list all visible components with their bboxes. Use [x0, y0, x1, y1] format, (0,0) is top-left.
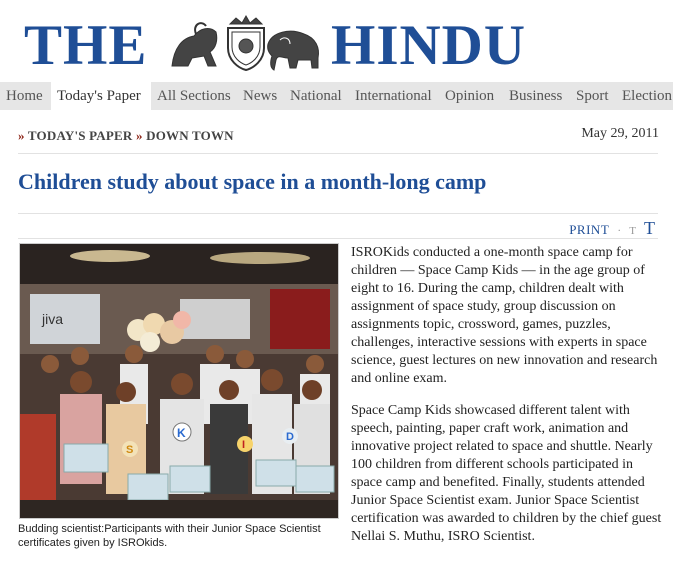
- article-paragraph: Space Camp Kids showcased different talent with speech, painting, paper craft work, animation and innovative project related to space and shuttle. Nearly 100 children from different schools participated in space camp and benefited. Finally, students attended Junior Space Scientist exam. Junior Space Scientist certification was awarded to children by the chief guest Nellai S. Muthu, ISRO Scientist.: [351, 403, 662, 544]
- nav-item-business[interactable]: Business: [509, 88, 563, 104]
- nav-item-opinion[interactable]: Opinion: [445, 88, 495, 104]
- breadcrumb-separator: »: [18, 128, 25, 143]
- nav-item-international[interactable]: International: [355, 88, 432, 104]
- increase-font-button[interactable]: T: [644, 218, 655, 238]
- nav-item-sport[interactable]: Sport: [576, 88, 609, 104]
- tools-separator: ·: [617, 223, 622, 237]
- breadcrumb: [18, 128, 234, 144]
- print-link[interactable]: PRINT: [569, 222, 610, 237]
- article-photo[interactable]: [19, 243, 339, 519]
- main-nav: [0, 82, 673, 110]
- photo-illustration: [20, 244, 338, 518]
- breadcrumb-separator: »: [135, 128, 143, 143]
- photo-letter-i: I: [242, 439, 246, 451]
- masthead: [0, 0, 673, 82]
- photo-letter-k: K: [177, 426, 186, 440]
- photo-letter-d: D: [286, 431, 294, 443]
- decrease-font-button[interactable]: T: [629, 225, 636, 237]
- photo-caption: Budding scientist:Participants with their Junior Space Scientist certificates given by ISROkids.: [18, 523, 321, 549]
- photo-banner-text: jiva: [42, 311, 64, 327]
- article-body: [351, 244, 662, 560]
- breadcrumb-down-town[interactable]: DOWN TOWN: [146, 128, 234, 143]
- divider: [18, 153, 658, 154]
- nav-item-news[interactable]: News: [243, 88, 278, 104]
- nav-item-all-sections[interactable]: All Sections: [157, 88, 231, 104]
- article-paragraph: ISROKids conducted a one-month space camp for children — Space Camp Kids — in the age group of eight to 16. During the camp, children dealt with assignment of space study, group discussion on assignments topic, crossword, games, puzzles, challenges, interactive sessions with experts in space science, guest lectures on new innovation and research and online exam.: [351, 245, 658, 386]
- masthead-word-the[interactable]: THE: [24, 14, 148, 77]
- photo-letter-s: S: [126, 444, 134, 456]
- nav-item-national[interactable]: National: [290, 88, 342, 104]
- nav-item-todays-paper[interactable]: Today's Paper: [51, 82, 151, 110]
- nav-item-home[interactable]: Home: [6, 88, 43, 104]
- masthead-word-hindu[interactable]: HINDU: [331, 14, 527, 77]
- publication-date: May 29, 2011: [581, 126, 659, 141]
- article-headline: Children study about space in a month-long camp: [18, 169, 487, 194]
- nav-item-election[interactable]: Election: [622, 88, 672, 104]
- masthead-emblem-icon: [166, 14, 326, 74]
- article-tools: [569, 218, 655, 240]
- breadcrumb-todays-paper[interactable]: TODAY'S PAPER: [27, 128, 133, 143]
- divider: [18, 213, 658, 214]
- divider: [18, 238, 658, 239]
